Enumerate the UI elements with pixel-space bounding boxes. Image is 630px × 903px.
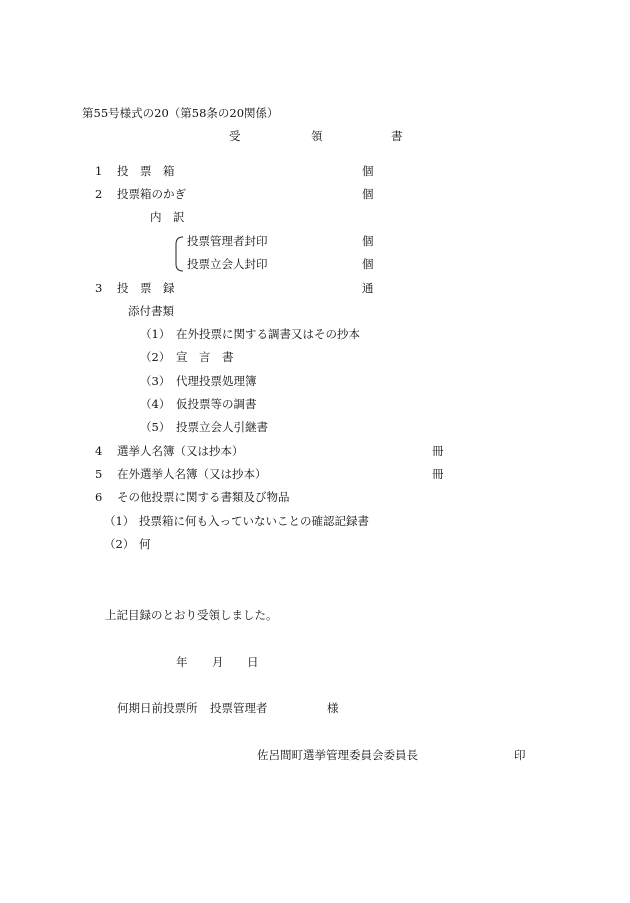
recipient-role: 投票管理者 <box>210 701 268 715</box>
attachments-label: 添付書類 <box>128 304 174 318</box>
item-label: 選挙人名簿（又は抄本） <box>117 444 244 458</box>
item-label: その他投票に関する書類及び物品 <box>117 490 290 504</box>
item-number: 2 <box>95 187 103 201</box>
date-day: 日 <box>247 655 259 669</box>
item-unit: 通 <box>362 281 374 295</box>
attachment-number: （1） <box>140 327 171 341</box>
title-char: 受 <box>229 129 241 143</box>
breakdown-label-text: 投票管理者封印 <box>187 234 268 248</box>
attachment-number: （3） <box>140 374 171 388</box>
item-number: 4 <box>95 444 103 458</box>
title-char: 書 <box>391 129 403 143</box>
attachment-number: （5） <box>140 420 171 434</box>
recipient-honorific: 様 <box>327 701 339 715</box>
item-number: 6 <box>95 490 103 504</box>
receipt-statement: 上記目録のとおり受領しました。 <box>105 608 278 622</box>
item-unit: 冊 <box>432 467 444 481</box>
item-number: 3 <box>95 281 103 295</box>
sub-number: （2） <box>104 537 135 551</box>
brace-bracket <box>174 236 184 272</box>
issuer-name: 佐呂間町選挙管理委員会委員長 <box>257 748 418 762</box>
breakdown-label-text: 投票立会人封印 <box>187 257 268 271</box>
item-label: 在外選挙人名簿（又は抄本） <box>117 467 267 481</box>
attachment-label: 投票立会人引継書 <box>176 420 268 434</box>
sub-number: （1） <box>104 514 135 528</box>
attachment-number: （4） <box>140 397 171 411</box>
sub-label: 投票箱に何も入っていないことの確認記録書 <box>139 514 369 528</box>
attachment-label: 宣 言 書 <box>176 350 234 364</box>
item-label: 投 票 録 <box>117 281 175 295</box>
item-unit: 個 <box>362 164 374 178</box>
item-label: 投 票 箱 <box>117 164 175 178</box>
attachment-label: 代理投票処理簿 <box>176 374 257 388</box>
breakdown-unit: 個 <box>362 257 374 271</box>
title-char: 領 <box>311 129 323 143</box>
item-number: 1 <box>95 164 103 178</box>
date-year: 年 <box>176 655 188 669</box>
item-unit: 個 <box>362 187 374 201</box>
form-number: 第55号様式の20（第58条の20関係） <box>82 106 279 120</box>
item-label: 投票箱のかぎ <box>117 187 186 201</box>
seal-mark: 印 <box>514 748 526 762</box>
attachment-label: 在外投票に関する調書又はその抄本 <box>176 327 360 341</box>
recipient-place: 何期日前投票所 <box>117 701 198 715</box>
attachment-label: 仮投票等の調書 <box>176 397 257 411</box>
item-unit: 冊 <box>432 444 444 458</box>
breakdown-label: 内 訳 <box>150 210 185 224</box>
date-month: 月 <box>212 655 224 669</box>
attachment-number: （2） <box>140 350 171 364</box>
item-number: 5 <box>95 467 103 481</box>
sub-label: 何 <box>139 537 151 551</box>
breakdown-unit: 個 <box>362 234 374 248</box>
